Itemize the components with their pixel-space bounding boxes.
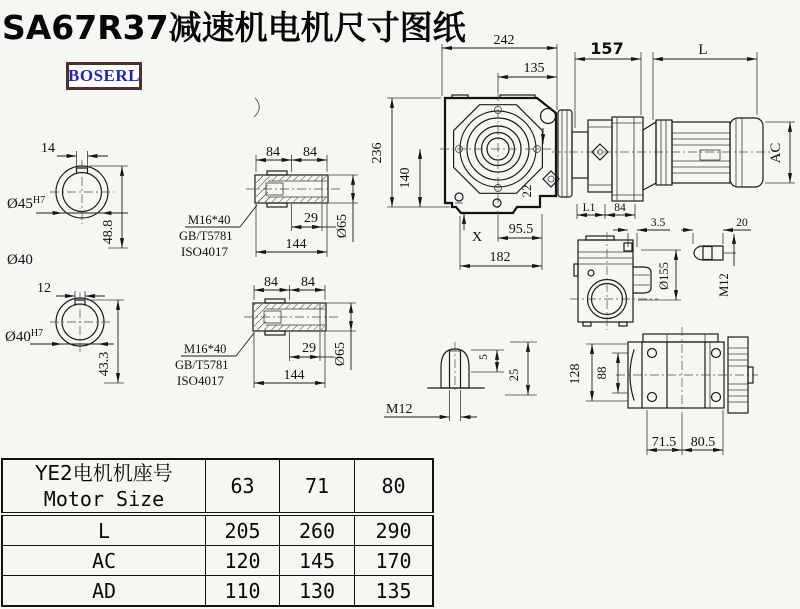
dim-front-lug: 22 xyxy=(519,184,534,198)
outer-dia-label: Ø40 xyxy=(7,252,33,268)
cell-L-71: 260 xyxy=(280,514,355,546)
dim-section-height-a: 48.8 xyxy=(101,219,116,245)
dim-plug-depth: 5 xyxy=(478,354,490,360)
bushing-b-std-iso: ISO4017 xyxy=(177,373,224,388)
dim-flange-dia: Ø155 xyxy=(657,262,671,290)
page-title: SA67R37减速机电机尺寸图纸 xyxy=(2,8,466,47)
cell-AC-80: 170 xyxy=(355,546,434,576)
bushing-b-bolt-spec: M16*40 xyxy=(184,342,227,356)
cell-AC-63: 120 xyxy=(206,546,280,576)
dim-bottom-left-offset: 71.5 xyxy=(651,435,677,450)
dim-bore-b: $Ø40^{H7}$ xyxy=(5,328,44,345)
cell-AD-80: 135 xyxy=(355,576,434,607)
dim-bushing-b-len1: 84 xyxy=(264,275,278,290)
row-label-AD: AD xyxy=(2,576,206,607)
dim-84: 84 xyxy=(614,202,626,214)
bushing-a-bolt-spec: M16*40 xyxy=(188,213,231,227)
dim-front-base-width: 182 xyxy=(489,250,511,265)
dim-bottom-width: 128 xyxy=(568,363,583,385)
table-col-63: 63 xyxy=(206,459,280,514)
bushing-b-std-gb: GB/T5781 xyxy=(175,358,229,372)
dim-gap: 3.5 xyxy=(650,217,666,229)
bushing-a-std-gb: GB/T5781 xyxy=(179,229,233,243)
hollow-shaft-section-a xyxy=(7,141,128,248)
table-header-motor-size xyxy=(2,459,206,514)
dim-bushing-a-dia: Ø65 xyxy=(335,213,350,239)
header-en: Motor Size xyxy=(43,487,165,511)
bushing-a-std-iso: ISO4017 xyxy=(181,244,228,259)
dim-front-overall-width: 242 xyxy=(493,33,515,48)
dim-keyway-width-a: 14 xyxy=(41,141,55,156)
dim-motor-dia: AC xyxy=(768,142,784,164)
gearmotor-side-view xyxy=(552,39,795,201)
hollow-shaft-section-b xyxy=(5,281,124,383)
row-label-L: L xyxy=(2,514,206,546)
plug-thread-label: M12 xyxy=(386,402,413,417)
dim-stud-length: 20 xyxy=(736,217,748,229)
cell-L-63: 205 xyxy=(206,514,280,546)
cell-AD-71: 130 xyxy=(280,576,355,607)
dim-gearbox-length: 157 xyxy=(590,39,624,58)
dim-section-height-b: 43.3 xyxy=(97,351,112,377)
brand-logo-text: BOSERL xyxy=(68,66,140,85)
bushing-view-b xyxy=(175,275,356,388)
stud-thread-label: M12 xyxy=(717,273,731,297)
plug-detail xyxy=(384,342,537,421)
reducer-bottom-view xyxy=(568,327,758,455)
bushing-view-a xyxy=(179,145,358,259)
dim-bore-a: $Ø45^{H7}$ xyxy=(7,195,46,212)
dim-bushing-a-length: 144 xyxy=(285,237,307,252)
row-label-AC: AC xyxy=(2,546,206,576)
dim-bushing-b-length: 144 xyxy=(283,368,305,383)
cell-AD-63: 110 xyxy=(206,576,280,607)
dim-front-center-right: 135 xyxy=(523,61,545,76)
dim-l1: L1 xyxy=(582,202,596,214)
reducer-front-view xyxy=(370,33,559,270)
dim-bottom-right-offset: 80.5 xyxy=(690,435,716,450)
dim-front-height: 236 xyxy=(370,142,385,164)
dim-bushing-a-depth: 29 xyxy=(304,211,318,226)
dim-bottom-inner-width: 88 xyxy=(594,366,609,380)
dim-keyway-width-b: 12 xyxy=(37,281,51,296)
cell-L-80: 290 xyxy=(355,514,434,546)
dim-bushing-b-depth: 29 xyxy=(302,341,316,356)
header-cn: YE2电机机座号 xyxy=(35,461,173,485)
dim-motor-length: L xyxy=(698,42,708,58)
cell-AC-71: 145 xyxy=(280,546,355,576)
dim-bushing-a-len2: 84 xyxy=(303,145,317,160)
table-col-71: 71 xyxy=(280,459,355,514)
dim-bushing-b-dia: Ø65 xyxy=(333,341,348,367)
dim-front-center-height: 140 xyxy=(398,167,413,189)
dim-bushing-a-len1: 84 xyxy=(266,145,280,160)
dim-front-center-edge: 95.5 xyxy=(508,222,534,237)
dim-plug-height: 25 xyxy=(507,368,521,382)
datum-x-label: X xyxy=(472,230,483,245)
stud-detail xyxy=(681,217,751,297)
dim-bushing-b-len2: 84 xyxy=(301,275,315,290)
scan-artifact xyxy=(254,98,259,117)
gearbox-side-view xyxy=(570,202,681,330)
table-col-80: 80 xyxy=(355,459,434,514)
motor-size-table xyxy=(1,458,434,607)
